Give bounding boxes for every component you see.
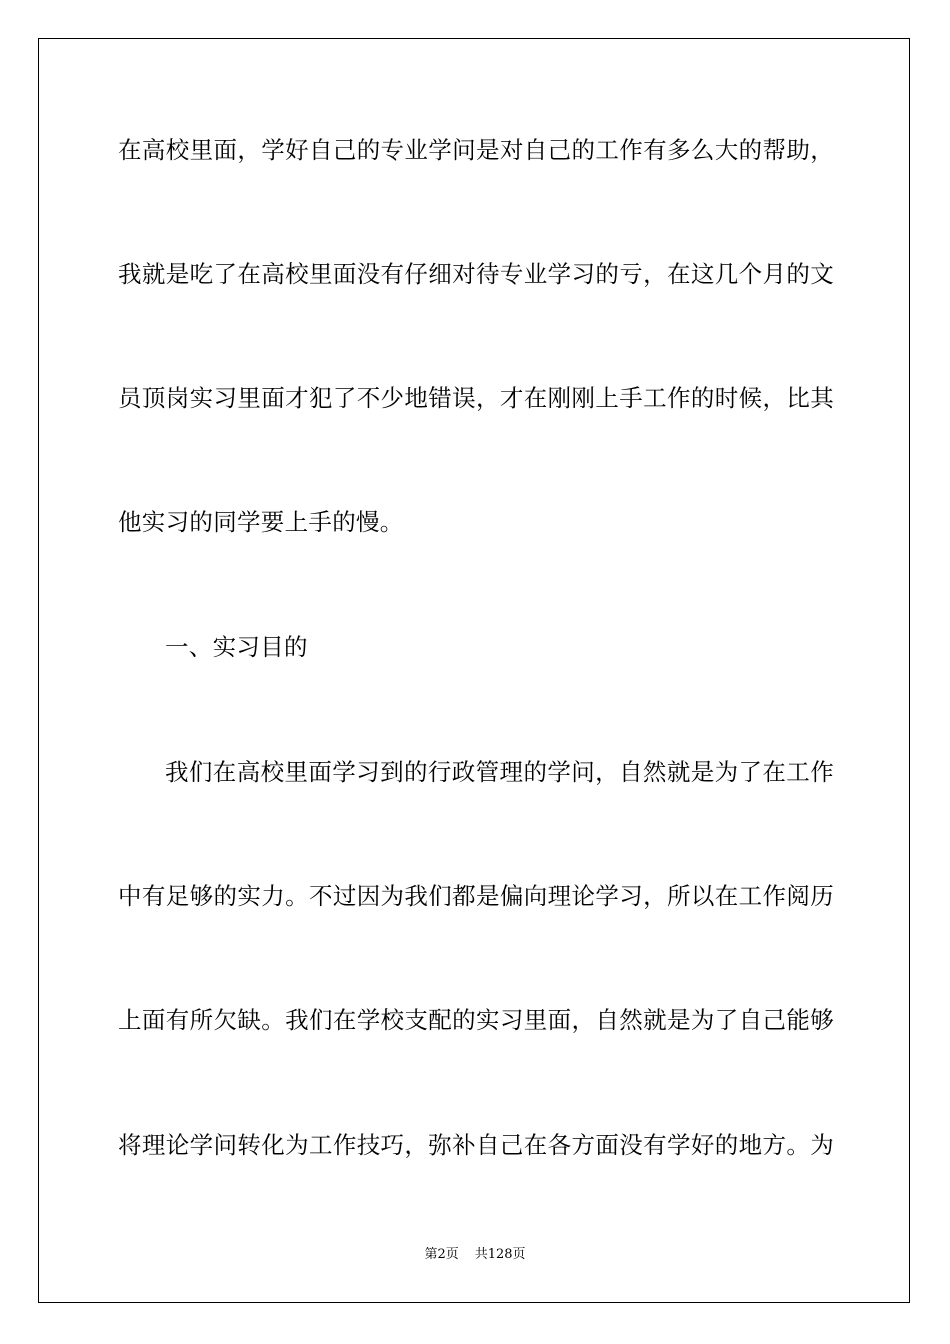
page-total: 共128页 xyxy=(474,1247,526,1262)
section-heading: 一、实习目的 xyxy=(165,633,308,661)
paragraph-line: 员顶岗实习里面才犯了不少地错误，才在刚刚上手工作的时候，比其 xyxy=(118,384,834,412)
paragraph-line: 在高校里面，学好自己的专业学问是对自己的工作有多么大的帮助， xyxy=(118,136,834,164)
paragraph-line: 将理论学问转化为工作技巧，弥补自己在各方面没有学好的地方。为 xyxy=(118,1131,834,1159)
page-footer xyxy=(0,1246,950,1264)
paragraph-line: 他实习的同学要上手的慢。 xyxy=(118,508,404,536)
paragraph-line: 中有足够的实力。不过因为我们都是偏向理论学习，所以在工作阅历 xyxy=(118,882,834,910)
page-number: 第2页 xyxy=(424,1247,459,1262)
page-border xyxy=(38,38,910,1303)
paragraph-line: 我就是吃了在高校里面没有仔细对待专业学习的亏，在这几个月的文 xyxy=(118,260,834,288)
paragraph-line: 我们在高校里面学习到的行政管理的学问，自然就是为了在工作 xyxy=(165,758,834,786)
paragraph-line: 上面有所欠缺。我们在学校支配的实习里面，自然就是为了自己能够 xyxy=(118,1006,834,1034)
